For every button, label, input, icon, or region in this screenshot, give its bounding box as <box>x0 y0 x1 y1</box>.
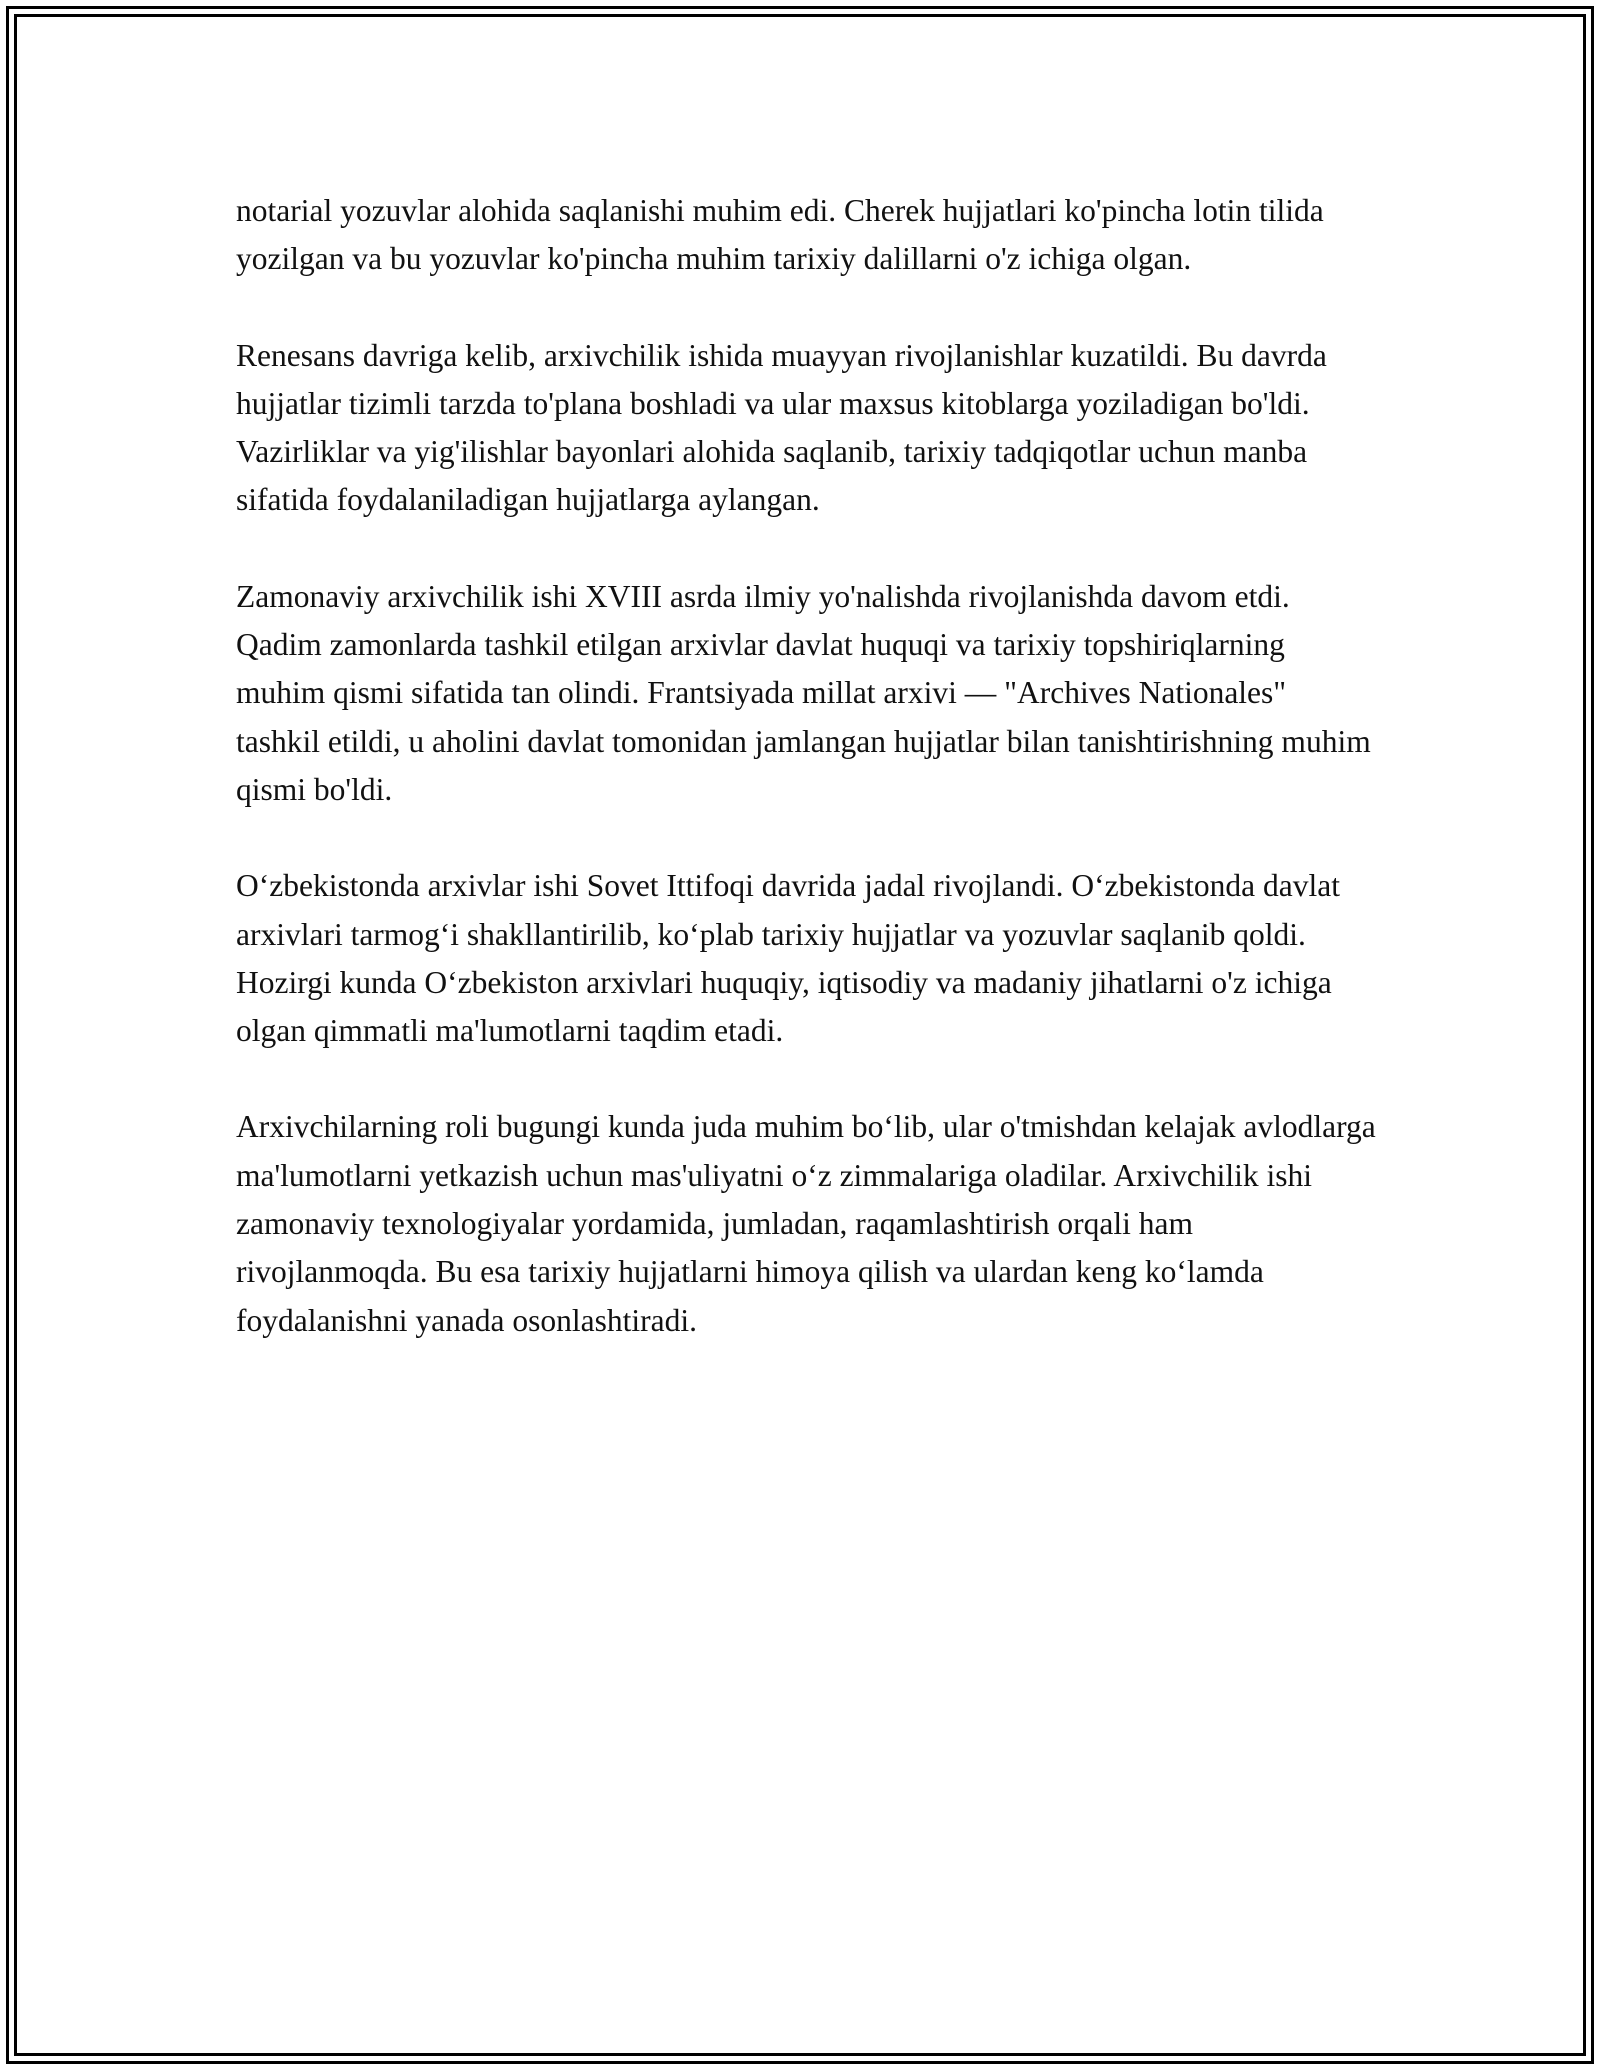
paragraph-renaissance: Renesans davriga kelib, arxivchilik ishida muayyan rivojlanishlar kuzatildi. Bu davrda hujjatlar tizimli tarzda to'plana boshladi va ular maxsus kitoblarga yoziladigan bo'ldi. Vazirliklar va yig'ilishlar bayonlari alohida saqlanib, tarixiy tadqiqotlar uchun manba sifatida foydalaniladigan hujjatlarga aylangan. <box>236 337 1327 518</box>
document-body <box>236 187 1376 1393</box>
paragraph-notarial-records: notarial yozuvlar alohida saqlanishi muhim edi. Cherek hujjatlari ko'pincha lotin tilida yozilgan va bu yozuvlar ko'pincha muhim tarixiy dalillarni o'z ichiga olgan. <box>236 193 1324 277</box>
paragraph-modern-archiving: Zamonaviy arxivchilik ishi XVIII asrda ilmiy yo'nalishda rivojlanishda davom etdi. Qadim zamonlarda tashkil etilgan arxivlar davlat huquqi va tarixiy topshiriqlarning muhim qismi sifatida tan olindi. Frantsiyada millat arxivi — "Archives Nationales" tashkil etildi, u aholini davlat tomonidan jamlangan hujjatlar bilan tanishtirishning muhim qismi bo'ldi. <box>236 578 1371 807</box>
paragraph-archivists-role: Arxivchilarning roli bugungi kunda juda muhim bo‘lib, ular o'tmishdan kelajak avlodlarga ma'lumotlarni yetkazish uchun mas'uliyatni o‘z zimmalariga oladilar. Arxivchilik ishi zamonaviy texnologiyalar yordamida, jumladan, raqamlashtirish orqali ham rivojlanmoqda. Bu esa tarixiy hujjatlarni himoya qilish va ulardan keng ko‘lamda foydalanishni yanada osonlashtiradi. <box>236 1109 1376 1338</box>
paragraph-uzbekistan-archives: O‘zbekistonda arxivlar ishi Sovet Ittifoqi davrida jadal rivojlandi. O‘zbekistonda davlat arxivlari tarmog‘i shakllantirilib, ko‘plab tarixiy hujjatlar va yozuvlar saqlanib qoldi. Hozirgi kunda O‘zbekiston arxivlari huquqiy, iqtisodiy va madaniy jihatlarni o'z ichiga olgan qimmatli ma'lumotlarni taqdim etadi. <box>236 868 1340 1049</box>
